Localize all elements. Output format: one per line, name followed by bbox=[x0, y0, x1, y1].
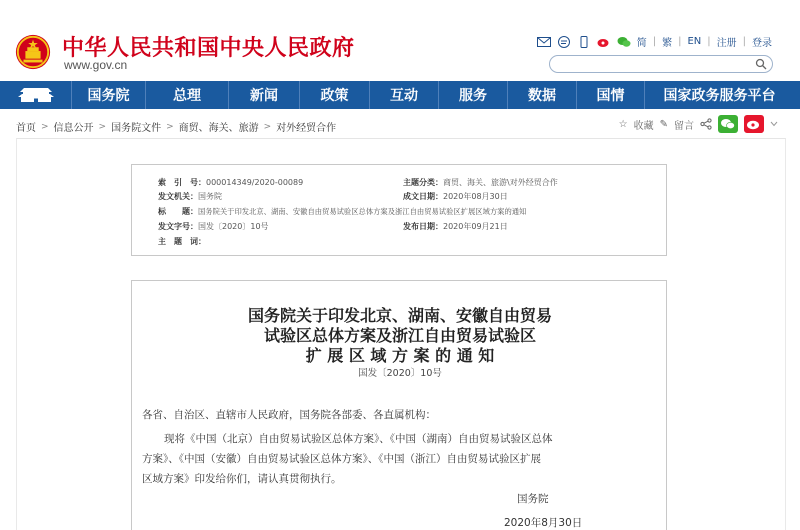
tiananmen-home-icon bbox=[14, 86, 58, 104]
divider: | bbox=[678, 36, 682, 47]
weibo-icon[interactable] bbox=[597, 36, 611, 48]
document-signature: 国务院 bbox=[517, 493, 549, 505]
document-metadata bbox=[131, 164, 667, 256]
top-links bbox=[537, 34, 772, 49]
meta-issuer: 发文机关：国务院 bbox=[158, 192, 222, 201]
search-icon[interactable] bbox=[755, 58, 767, 70]
document-addressee: 各省、自治区、直辖市人民政府，国务院各部委、各直属机构： bbox=[142, 409, 436, 421]
divider: | bbox=[652, 36, 657, 47]
document-paragraph-line: 方案》、《中国（安徽）自由贸易试验区总体方案》、《中国（浙江）自由贸易试验区扩展 bbox=[142, 453, 541, 465]
message-icon[interactable] bbox=[557, 36, 571, 48]
favorite-link[interactable]: 收藏 bbox=[633, 120, 654, 132]
lang-simplified-link[interactable]: 简 bbox=[636, 38, 647, 49]
document-title-line: 国务院关于印发北京、湖南、安徽自由贸易 bbox=[247, 306, 552, 325]
divider: | bbox=[707, 36, 711, 47]
breadcrumb-foreign-trade[interactable]: 对外经贸合作 bbox=[276, 123, 337, 134]
site-url: www.gov.cn bbox=[64, 58, 128, 72]
nav-item-gov-services-platform[interactable]: 国家政务服务平台 bbox=[663, 88, 776, 104]
chevron-right-icon: > bbox=[166, 121, 174, 132]
edit-icon[interactable]: ✎ bbox=[659, 118, 668, 130]
mobile-icon[interactable] bbox=[577, 36, 591, 48]
breadcrumb-state-council-docs[interactable]: 国务院文件 bbox=[111, 123, 162, 134]
more-icon[interactable] bbox=[770, 120, 778, 128]
meta-doc-number: 发文字号：国发〔2020〕10号 bbox=[158, 222, 269, 231]
nav-item-services[interactable]: 服务 bbox=[439, 81, 508, 109]
breadcrumb-trade-customs-tourism[interactable]: 商贸、海关、旅游 bbox=[178, 123, 259, 134]
nav-item-interaction[interactable]: 互动 bbox=[370, 81, 439, 109]
star-icon[interactable]: ☆ bbox=[618, 118, 628, 130]
breadcrumb bbox=[16, 119, 336, 134]
document-paragraph-line: 现将《中国（北京）自由贸易试验区总体方案》、《中国（湖南）自由贸易试验区总体 bbox=[164, 433, 553, 445]
lang-traditional-link[interactable]: 繁 bbox=[662, 38, 673, 49]
site-header bbox=[0, 0, 800, 80]
document-number: 国发〔2020〕10号 bbox=[358, 368, 442, 379]
document-body bbox=[131, 280, 667, 530]
nav-item-policy[interactable]: 政策 bbox=[300, 81, 370, 109]
meta-publish-date: 发布日期：2020年09月21日 bbox=[403, 222, 508, 231]
nav-home[interactable] bbox=[0, 81, 72, 109]
divider: | bbox=[742, 36, 746, 47]
chevron-right-icon: > bbox=[41, 121, 49, 132]
wechat-share-icon[interactable] bbox=[718, 115, 738, 133]
meta-subject-words: 主 题 词： bbox=[158, 237, 206, 246]
document-title-line: 试验区总体方案及浙江自由贸易试验区 bbox=[263, 326, 536, 345]
national-emblem-logo[interactable] bbox=[14, 33, 52, 71]
nav-item-data[interactable]: 数据 bbox=[508, 81, 577, 109]
message-link[interactable]: 留言 bbox=[674, 120, 694, 132]
document-date: 2020年8月30日 bbox=[504, 517, 583, 529]
weibo-share-icon[interactable] bbox=[744, 115, 764, 133]
meta-title: 标 题：国务院关于印发北京、湖南、安徽自由贸易试验区总体方案及浙江自由贸易试验区扩展区域方案的通知 bbox=[158, 207, 527, 216]
wechat-icon[interactable] bbox=[617, 36, 631, 48]
search-input[interactable] bbox=[549, 55, 773, 73]
register-link[interactable]: 注册 bbox=[716, 38, 737, 49]
meta-category: 主题分类：商贸、海关、旅游\对外经贸合作 bbox=[403, 178, 558, 187]
meta-index: 索 引 号：000014349/2020-00089 bbox=[158, 178, 304, 187]
breadcrumb-home[interactable]: 首页 bbox=[16, 123, 36, 134]
nav-item-national-info[interactable]: 国情 bbox=[577, 81, 645, 109]
document-paragraph-line: 区域方案》印发给你们，请认真贯彻执行。 bbox=[142, 473, 342, 485]
login-link[interactable]: 登录 bbox=[752, 38, 772, 49]
share-icon[interactable] bbox=[700, 118, 712, 130]
breadcrumb-info-disclosure[interactable]: 信息公开 bbox=[53, 123, 94, 134]
chevron-right-icon: > bbox=[263, 121, 272, 132]
nav-item-premier[interactable]: 总理 bbox=[146, 81, 229, 109]
lang-english-link[interactable]: EN bbox=[687, 36, 702, 47]
nav-item-state-council[interactable]: 国务院 bbox=[72, 81, 146, 109]
main-nav bbox=[0, 81, 800, 109]
meta-written-date: 成文日期：2020年08月30日 bbox=[403, 192, 508, 201]
document-title-line: 扩 展 区 域 方 案 的 通 知 bbox=[305, 346, 495, 365]
site-title[interactable]: 中华人民共和国中央人民政府 bbox=[62, 36, 355, 61]
page-tools bbox=[619, 115, 778, 133]
nav-item-news[interactable]: 新闻 bbox=[229, 81, 300, 109]
chevron-right-icon: > bbox=[98, 121, 107, 132]
mail-icon[interactable] bbox=[537, 36, 551, 48]
